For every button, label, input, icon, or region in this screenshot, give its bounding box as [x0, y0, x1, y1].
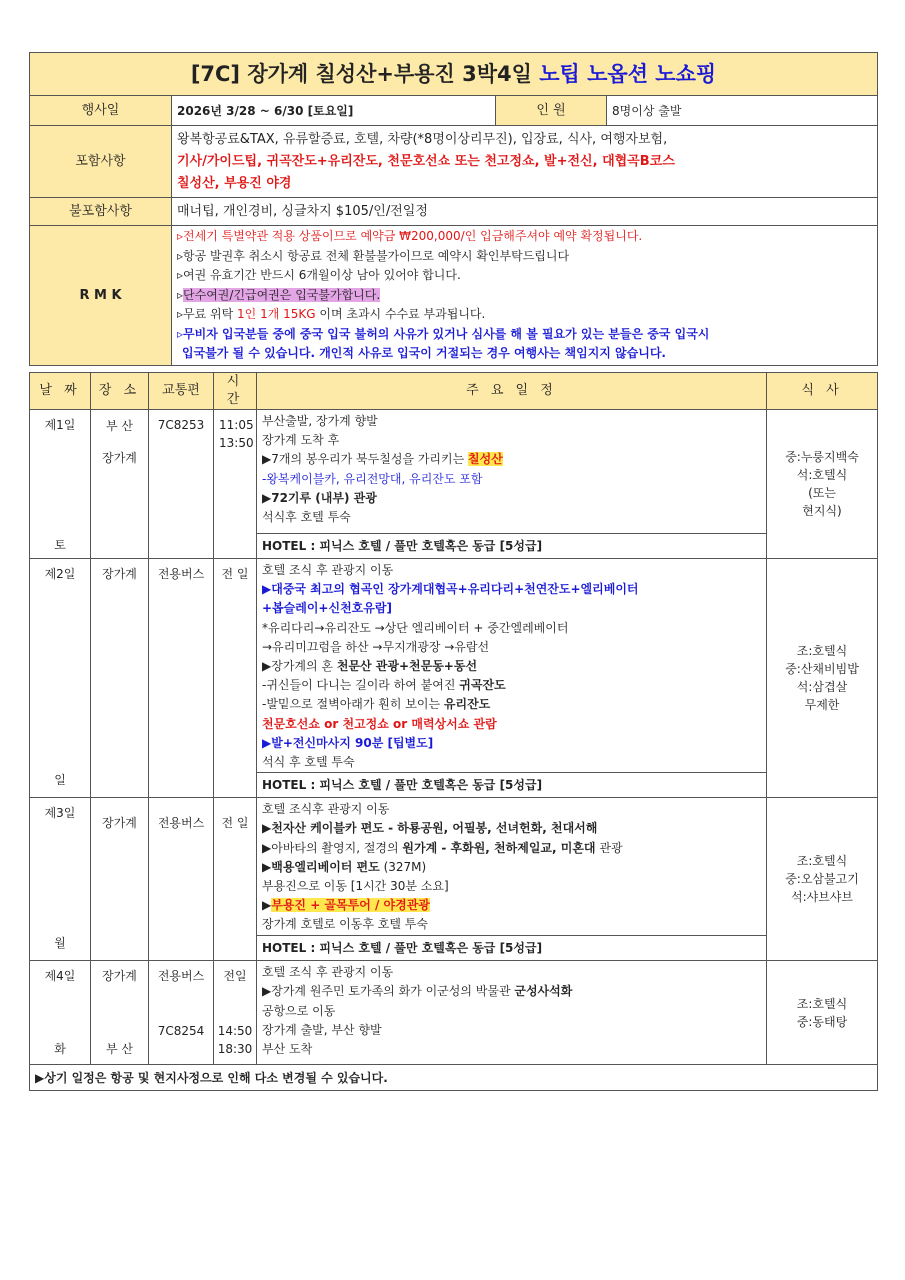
- day1-label: 제1일: [44, 418, 76, 432]
- day1-row: [30, 410, 878, 534]
- day4-line: [262, 982, 761, 1001]
- day2-meal: [767, 559, 878, 798]
- day1-line: 부산출발, 장가계 향발: [262, 414, 378, 428]
- day1-weekday: 토: [54, 538, 66, 552]
- day1-line: ▶72기루 (내부) 관광: [262, 490, 377, 505]
- page-title: [30, 53, 878, 96]
- day1-line: 장가계 도착 후: [262, 433, 340, 448]
- day4-place1: 장가계: [102, 969, 137, 984]
- day3-line: [262, 819, 761, 838]
- day1-hotel: HOTEL : 피닉스 호텔 / 풀만 호텔혹은 동급 [5성급]: [257, 534, 767, 559]
- schedule-table: [29, 372, 878, 1091]
- day4-line: 공항으로 이동: [262, 1003, 336, 1018]
- day4-l2b: 군성사석화: [514, 984, 573, 999]
- col-transport: 교통편: [149, 373, 214, 410]
- day1-meal2: 석:호텔식: [796, 468, 848, 482]
- day4-meal1: 조:호텔식: [796, 996, 848, 1011]
- day2-meal2: 중:산채비빔밥: [785, 662, 859, 677]
- day3-row: [30, 798, 878, 936]
- day2-line: 석식 후 호텔 투숙: [262, 755, 355, 770]
- include-value: [172, 126, 878, 198]
- day3-line: [262, 896, 761, 915]
- day3-l2b: 천자산 케이블카 편도 - 하룡공원, 어필봉, 선녀헌화, 천대서해: [271, 821, 598, 836]
- day1-meal: [767, 410, 878, 559]
- day1-place2: 장가계: [102, 451, 137, 465]
- rmk-line5-c: 이며 초과시 수수료 부과됩니다.: [315, 307, 486, 322]
- day2-meal3: 석:삼겹살: [796, 680, 848, 695]
- day1-meal3: (또는: [808, 486, 836, 500]
- day2-line: *유리다리→유리잔도 →상단 엘리베이터 + 중간엘레베이터: [262, 620, 569, 635]
- day3-time: 전 일: [214, 798, 257, 961]
- day4-place2: 부 산: [106, 1042, 133, 1057]
- day1-line: 석식후 호텔 투숙: [262, 510, 351, 525]
- day3-meal2: 중:오삼불고기: [785, 872, 859, 887]
- day2-line: →유리미끄럼을 하산 →무지개광장 →유람선: [262, 639, 490, 654]
- rmk-line4-bullet: ▹: [177, 287, 184, 302]
- day3-l4a: ▶백용엘리베이터 편도: [262, 859, 380, 874]
- day1-meal1: 중:누룽지백숙: [785, 450, 859, 464]
- day4-line: 부산 도착: [262, 1042, 313, 1057]
- day2-weekday: 일: [54, 773, 66, 788]
- day3-weekday: 월: [54, 936, 66, 951]
- day1-time: [214, 410, 257, 559]
- day1-itinerary: [257, 410, 767, 534]
- include-line2: 기사/가이드팁, 귀곡잔도+유리잔도, 천문호선쇼 또는 천고정쇼, 발+전신, 대협곡B코스: [177, 153, 675, 169]
- day1-transport: 7C8253: [149, 410, 214, 559]
- day1-place1: 부 산: [106, 419, 133, 433]
- day1-day: [30, 410, 91, 559]
- col-place: 장 소: [91, 373, 149, 410]
- day3-place: 장가계: [91, 798, 149, 961]
- day3-l3a: ▶아바타의 촬영지, 절경의: [262, 840, 403, 855]
- day3-l3c: 관광: [595, 840, 623, 855]
- rmk-line2: ▹항공 발권후 취소시 항공료 전체 환불불가이므로 예약시 확인부탁드립니다: [177, 248, 570, 263]
- day4-time3: 18:30: [217, 1042, 253, 1057]
- day2-hotel: HOTEL : 피닉스 호텔 / 풀만 호텔혹은 동급 [5성급]: [257, 773, 767, 798]
- day3-hotel: HOTEL : 피닉스 호텔 / 풀만 호텔혹은 동급 [5성급]: [257, 936, 767, 961]
- day4-day: [30, 961, 91, 1065]
- day4-itinerary: [257, 961, 767, 1065]
- day2-day: [30, 559, 91, 798]
- day1-line: [262, 450, 761, 469]
- rmk-line1: ▹전세기 특별약관 적용 상품이므로 예약금 ₩200,000/인 입금해주셔야 예약 확정됩니다.: [177, 229, 643, 244]
- day3-transport: 전용버스: [149, 798, 214, 961]
- day1-meal4: 현지식): [802, 504, 842, 518]
- day2-itinerary: [257, 559, 767, 773]
- day4-label: 제4일: [44, 969, 76, 984]
- day3-l6a: ▶: [262, 898, 272, 913]
- day4-time1: 전일: [223, 969, 247, 984]
- col-meal: 식 사: [767, 373, 878, 410]
- day1-line: -왕복케이블카, 유리전망대, 유리잔도 포함: [262, 471, 483, 486]
- day2-label: 제2일: [44, 567, 76, 581]
- day4-line: 장가계 출발, 부산 향발: [262, 1022, 382, 1037]
- rmk-notes: [172, 226, 878, 366]
- date-value: 2026년 3/28 ~ 6/30 [토요일]: [172, 96, 496, 126]
- rmk-line5: [177, 305, 872, 325]
- title-main: [7C] 장가계 칠성산+부용진 3박4일: [190, 62, 532, 86]
- day4-time2: 14:50: [217, 1024, 253, 1039]
- day4-times: [214, 1022, 256, 1058]
- day2-line: ▶대중국 최고의 협곡인 장가계대협곡+유리다리+천연잔도+엘리베이터: [262, 582, 639, 597]
- day4-time: [214, 961, 257, 1065]
- include-line1: 왕복항공료&TAX, 유류할증료, 호텔, 차량(*8명이상리무진), 입장료, 식사, 여행자보험,: [177, 131, 668, 147]
- col-itinerary: 주 요 일 정: [257, 373, 767, 410]
- day2-l6a: ▶장가계의 혼: [262, 659, 337, 674]
- day2-place: 장가계: [91, 559, 149, 798]
- day3-line: [262, 858, 761, 877]
- rmk-line6: ▹무비자 입국분들 중에 중국 입국 불허의 사유가 있거나 심사를 해 볼 필요가 있는 분들은 중국 입국시: [177, 326, 710, 341]
- day2-line: +봅슬레이+신천호유람]: [262, 601, 392, 616]
- day4-meal2: 중:동태탕: [796, 1014, 848, 1029]
- day3-line: 부용진으로 이동 [1시간 30분 소요]: [262, 879, 449, 894]
- day2-l7b: 귀곡잔도: [459, 678, 506, 693]
- date-label: 행사일: [30, 96, 172, 126]
- rmk-line4: [177, 286, 872, 306]
- day3-line: 장가계 호텔로 이동후 호텔 투숙: [262, 917, 428, 932]
- day4-meal: [767, 961, 878, 1065]
- day2-l8a: -발밑으로 절벽아래가 훤히 보이는: [262, 697, 444, 712]
- day1-time1: 11:05: [219, 418, 254, 432]
- people-value: 8명이상 출발: [607, 96, 878, 126]
- day2-line: [262, 657, 761, 676]
- day2-l8b: 유리잔도: [443, 697, 491, 712]
- day4-l2a: ▶장가계 원주민 토가족의 화가 이군성의 박물관: [262, 984, 515, 999]
- exclude-label: 불포함사항: [30, 198, 172, 226]
- itinerary-document: [29, 52, 878, 1091]
- day3-l3b: 원가계 - 후화원, 천하제일교, 미혼대: [402, 840, 596, 855]
- people-label: 인 원: [496, 96, 607, 126]
- day3-itinerary: [257, 798, 767, 936]
- day3-line: [262, 839, 761, 858]
- day2-line: ▶발+전신마사지 90분 [팁별도]: [262, 735, 434, 750]
- day2-meal1: 조:호텔식: [796, 644, 848, 659]
- day4-line: 호텔 조식 후 관광지 이동: [262, 965, 394, 980]
- day2-l6b: 천문산 관광+천문동+동선: [336, 659, 478, 674]
- day2-row: [30, 559, 878, 773]
- day1-time2: 13:50: [219, 436, 254, 450]
- day3-line: 호텔 조식후 관광지 이동: [262, 802, 390, 817]
- day3-meal3: 석:샤브샤브: [790, 890, 853, 905]
- day1-l3b: 칠성산: [468, 452, 503, 467]
- include-line3: 칠성산, 부용진 야경: [177, 175, 292, 191]
- day1-l3a: ▶7개의 봉우리가 북두칠성을 가리키는: [262, 452, 469, 467]
- rmk-line5-a: ▹무료 위탁: [177, 307, 238, 322]
- rmk-line3: ▹여권 유효기간 반드시 6개월이상 남아 있어야 합니다.: [177, 268, 461, 283]
- include-label: 포함사항: [30, 126, 172, 198]
- day3-meal1: 조:호텔식: [796, 854, 848, 869]
- col-day: 날 짜: [30, 373, 91, 410]
- day2-line: 호텔 조식 후 관광지 이동: [262, 563, 394, 577]
- day2-line: [262, 695, 761, 714]
- rmk-line5-b: 1인 1개 15KG: [237, 307, 316, 322]
- day3-l4b: (327M): [379, 859, 427, 874]
- day2-line: [262, 676, 761, 695]
- day4-place: [91, 961, 149, 1065]
- day2-line: 천문호선쇼 or 천고정쇼 or 매력상서쇼 관람: [262, 716, 497, 731]
- title-highlight: 노팁 노옵션 노쇼핑: [539, 62, 717, 86]
- day2-meal4: 무제한: [804, 698, 840, 713]
- rmk-line4-text: 단수여권/긴급여권은 입국불가합니다.: [183, 287, 381, 302]
- exclude-value: 매너팁, 개인경비, 싱글차지 $105/인/전일정: [172, 198, 878, 226]
- day2-l7a: -귀신들이 다니는 길이라 하여 붙여진: [262, 678, 460, 693]
- rmk-label: R M K: [30, 226, 172, 366]
- info-table: [29, 52, 878, 366]
- day4-row: [30, 961, 878, 1065]
- day4-weekday: 화: [54, 1042, 66, 1057]
- day3-meal: [767, 798, 878, 961]
- day1-place: [91, 410, 149, 559]
- day4-transport1: 전용버스: [157, 969, 205, 984]
- day4-transport: [149, 961, 214, 1065]
- day3-day: [30, 798, 91, 961]
- day2-time: 전 일: [214, 559, 257, 798]
- day3-l2a: ▶: [262, 821, 272, 836]
- day3-l6b: 부용진 + 골목투어 / 야경관광: [271, 898, 430, 913]
- footer-note: ▶상기 일정은 항공 및 현지사정으로 인해 다소 변경될 수 있습니다.: [30, 1065, 878, 1091]
- day4-transport2: 7C8254: [157, 1024, 205, 1039]
- day3-label: 제3일: [44, 806, 76, 821]
- day2-transport: 전용버스: [149, 559, 214, 798]
- rmk-line7: 입국불가 될 수 있습니다. 개인적 사유로 입국이 거절되는 경우 여행사는 책임지지 않습니다.: [182, 346, 666, 361]
- col-time: 시 간: [214, 373, 257, 410]
